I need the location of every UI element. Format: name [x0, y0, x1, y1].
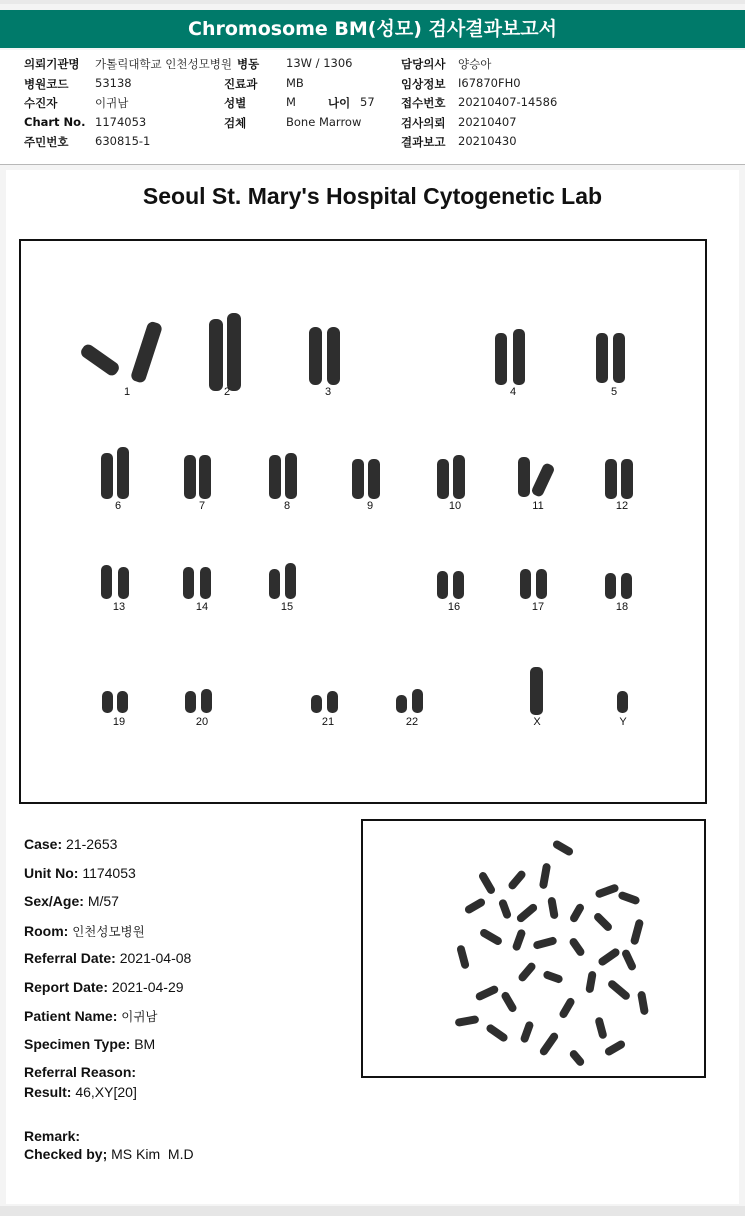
metaphase-image [361, 819, 706, 1078]
bottom-strip [0, 1206, 745, 1216]
field-room-value: 인천성모병원 [72, 925, 145, 939]
chr-7a [184, 455, 196, 499]
m-chr [478, 871, 497, 896]
label-specimen: 검체 [224, 116, 247, 130]
m-chr [519, 1020, 534, 1043]
label-report-date: 결과보고 [401, 135, 446, 149]
chr-17a [520, 569, 531, 599]
label-request-date: 검사의뢰 [401, 116, 446, 130]
lab-title: Seoul St. Mary's Hospital Cytogenetic Lab [142, 183, 603, 209]
chr-8a [269, 455, 281, 499]
label-patient: 수진자 [24, 96, 58, 110]
metaphase-chromosomes [454, 839, 649, 1067]
field-specimen-type-label: Specimen Type: [24, 1036, 131, 1052]
value-physician: 양승아 [458, 57, 492, 71]
chr-6b [117, 447, 129, 499]
value-receipt-no: 20210407-14586 [458, 95, 558, 109]
value-id-number: 630815-1 [95, 134, 151, 148]
chr-4a [495, 333, 507, 385]
chr-label-13: 13 [112, 601, 126, 613]
chr-21a [311, 695, 322, 713]
field-case [24, 836, 117, 852]
field-sex-age-label: Sex/Age: [24, 893, 84, 909]
m-chr [597, 947, 621, 967]
chr-15b [285, 563, 296, 599]
chr-label-7: 7 [198, 500, 206, 512]
chr-11b [530, 462, 555, 498]
label-hospital-code: 병원코드 [24, 77, 69, 91]
field-result-label: Result: [24, 1084, 72, 1100]
chr-9a [352, 459, 364, 499]
label-institution: 의뢰기관명 [24, 57, 80, 71]
chr-19a [102, 691, 113, 713]
field-report-date-value: 2021-04-29 [111, 979, 184, 995]
chr-16a [437, 571, 448, 599]
field-referral-reason-label: Referral Reason: [24, 1064, 137, 1080]
chr-label-19: 19 [112, 716, 126, 728]
field-case-label: Case: [24, 836, 63, 852]
value-hospital-code: 53138 [95, 76, 132, 90]
chr-8b [285, 453, 297, 499]
value-sex: M [286, 95, 296, 109]
m-chr [517, 961, 537, 983]
field-patient-name-value: 이귀남 [121, 1010, 158, 1024]
chromosome-pairs [79, 313, 633, 715]
chr-label-16: 16 [447, 601, 461, 613]
field-patient-name-label: Patient Name: [24, 1008, 118, 1024]
label-sex: 성별 [224, 96, 247, 110]
chr-20a [185, 691, 196, 713]
field-patient-name [24, 1007, 157, 1025]
field-remark-label: Remark: [24, 1128, 81, 1144]
m-chr [569, 902, 586, 923]
field-result [24, 1084, 137, 1100]
label-physician: 담당의사 [401, 57, 446, 71]
chr-3a [309, 327, 322, 385]
chr-14a [183, 567, 194, 599]
field-room-label: Room: [24, 923, 69, 939]
field-sex-age [24, 893, 119, 909]
chr-y [617, 691, 628, 713]
m-chr [630, 918, 644, 945]
chr-17b [536, 569, 547, 599]
chr-12b [621, 459, 633, 499]
chr-label-18: 18 [615, 601, 629, 613]
label-chart-no: Chart No. [24, 115, 86, 129]
cytogenetic-report [6, 170, 739, 1204]
karyogram-image [19, 239, 707, 804]
chr-10b [453, 455, 465, 499]
chr-x [530, 667, 543, 715]
chr-5a [596, 333, 608, 383]
field-referral-date [24, 950, 191, 966]
m-chr [479, 928, 504, 947]
m-chr [542, 970, 564, 984]
field-checked-by [24, 1146, 194, 1162]
field-sex-age-value: M/57 [87, 893, 119, 909]
field-referral-reason [24, 1064, 136, 1080]
chr-15a [269, 569, 280, 599]
chr-label-10: 10 [448, 500, 462, 512]
field-unit-no-value: 1174053 [82, 865, 136, 881]
m-chr [603, 1039, 626, 1057]
chr-label-y: Y [619, 716, 627, 728]
m-chr [539, 863, 551, 890]
m-chr [594, 883, 619, 899]
m-chr [568, 1049, 586, 1068]
m-chr [551, 839, 574, 857]
m-chr [617, 890, 640, 905]
chr-18b [621, 573, 632, 599]
chr-label-14: 14 [195, 601, 209, 613]
m-chr [456, 944, 470, 969]
m-chr [463, 897, 486, 915]
chr-3b [327, 327, 340, 385]
m-chr [511, 928, 526, 951]
field-remark [24, 1128, 80, 1144]
label-receipt-no: 접수번호 [401, 96, 446, 110]
chr-14b [200, 567, 211, 599]
field-case-value: 21-2653 [66, 836, 118, 852]
chr-21b [327, 691, 338, 713]
m-chr [498, 898, 512, 920]
label-age: 나이 [328, 96, 351, 110]
chr-22b [412, 689, 423, 713]
chr-label-20: 20 [195, 716, 209, 728]
chr-label-15: 15 [280, 601, 294, 613]
m-chr [507, 869, 527, 891]
m-chr [585, 970, 597, 993]
m-chr [485, 1023, 509, 1043]
chr-7b [199, 455, 211, 499]
value-ward: 13W / 1306 [286, 56, 353, 70]
chr-4b [513, 329, 525, 385]
chr-label-4: 4 [509, 386, 517, 398]
m-chr [568, 937, 586, 958]
chr-label-8: 8 [283, 500, 291, 512]
m-chr [500, 990, 518, 1013]
m-chr [538, 1031, 559, 1057]
label-clinical-info: 임상정보 [401, 77, 446, 91]
m-chr [454, 1015, 479, 1027]
chr-label-1: 1 [123, 386, 131, 398]
chr-22a [396, 695, 407, 713]
m-chr [558, 996, 576, 1019]
value-report-date: 20210430 [458, 134, 517, 148]
chr-label-9: 9 [366, 500, 374, 512]
chr-label-x: X [533, 716, 541, 728]
chr-label-17: 17 [531, 601, 545, 613]
m-chr [532, 936, 557, 950]
label-department: 진료과 [224, 77, 258, 91]
field-report-date [24, 979, 184, 995]
chr-label-3: 3 [324, 386, 332, 398]
value-clinical-info: I67870FH0 [458, 76, 521, 90]
chr-2b [227, 313, 241, 391]
metaphase-spread [363, 821, 704, 1076]
value-institution: 가톨릭대학교 인천성모병원 [95, 57, 232, 71]
chr-13a [101, 565, 112, 599]
field-unit-no-label: Unit No: [24, 865, 79, 881]
m-chr [515, 902, 539, 924]
chr-9b [368, 459, 380, 499]
m-chr [474, 984, 499, 1001]
chr-19b [117, 691, 128, 713]
value-specimen: Bone Marrow [286, 115, 362, 129]
chr-label-22: 22 [405, 716, 419, 728]
field-specimen-type-value: BM [134, 1036, 156, 1052]
field-checked-by-label: Checked by; [24, 1146, 108, 1162]
chr-13b [118, 567, 129, 599]
m-chr [594, 1016, 607, 1039]
field-specimen-type [24, 1036, 155, 1052]
top-strip [0, 0, 745, 4]
chr-6a [101, 453, 113, 499]
page-title: Chromosome BM(성모) 검사결과보고서 [0, 10, 745, 48]
value-patient: 이귀남 [95, 96, 129, 110]
value-department: MB [286, 76, 304, 90]
value-age: 57 [360, 95, 375, 109]
chr-1a [79, 342, 121, 378]
chr-12a [605, 459, 617, 499]
chr-16b [453, 571, 464, 599]
label-ward: 병동 [237, 57, 260, 71]
m-chr [606, 979, 631, 1002]
chr-label-5: 5 [610, 386, 618, 398]
label-id-number: 주민번호 [24, 135, 69, 149]
m-chr [592, 911, 613, 932]
chr-2a [209, 319, 223, 391]
field-result-value: 46,XY[20] [75, 1084, 137, 1100]
chr-label-12: 12 [615, 500, 629, 512]
field-unit-no [24, 865, 136, 881]
chr-11a [518, 457, 530, 497]
chr-label-2: 2 [223, 386, 231, 398]
m-chr [621, 948, 638, 971]
chr-18a [605, 573, 616, 599]
chr-label-6: 6 [114, 500, 122, 512]
patient-info-panel [0, 50, 745, 165]
chr-label-11: 11 [532, 500, 544, 512]
chr-5b [613, 333, 625, 383]
field-report-date-label: Report Date: [24, 979, 109, 995]
chr-20b [201, 689, 212, 713]
value-chart-no: 1174053 [95, 115, 147, 129]
chr-10a [437, 459, 449, 499]
m-chr [637, 990, 649, 1015]
field-referral-date-label: Referral Date: [24, 950, 116, 966]
chr-1b [130, 320, 163, 384]
field-checked-by-value: MS Kim M.D [111, 1146, 194, 1162]
chr-label-21: 21 [321, 716, 335, 728]
m-chr [547, 896, 559, 919]
value-request-date: 20210407 [458, 115, 517, 129]
field-room [24, 922, 145, 940]
field-referral-date-value: 2021-04-08 [119, 950, 192, 966]
